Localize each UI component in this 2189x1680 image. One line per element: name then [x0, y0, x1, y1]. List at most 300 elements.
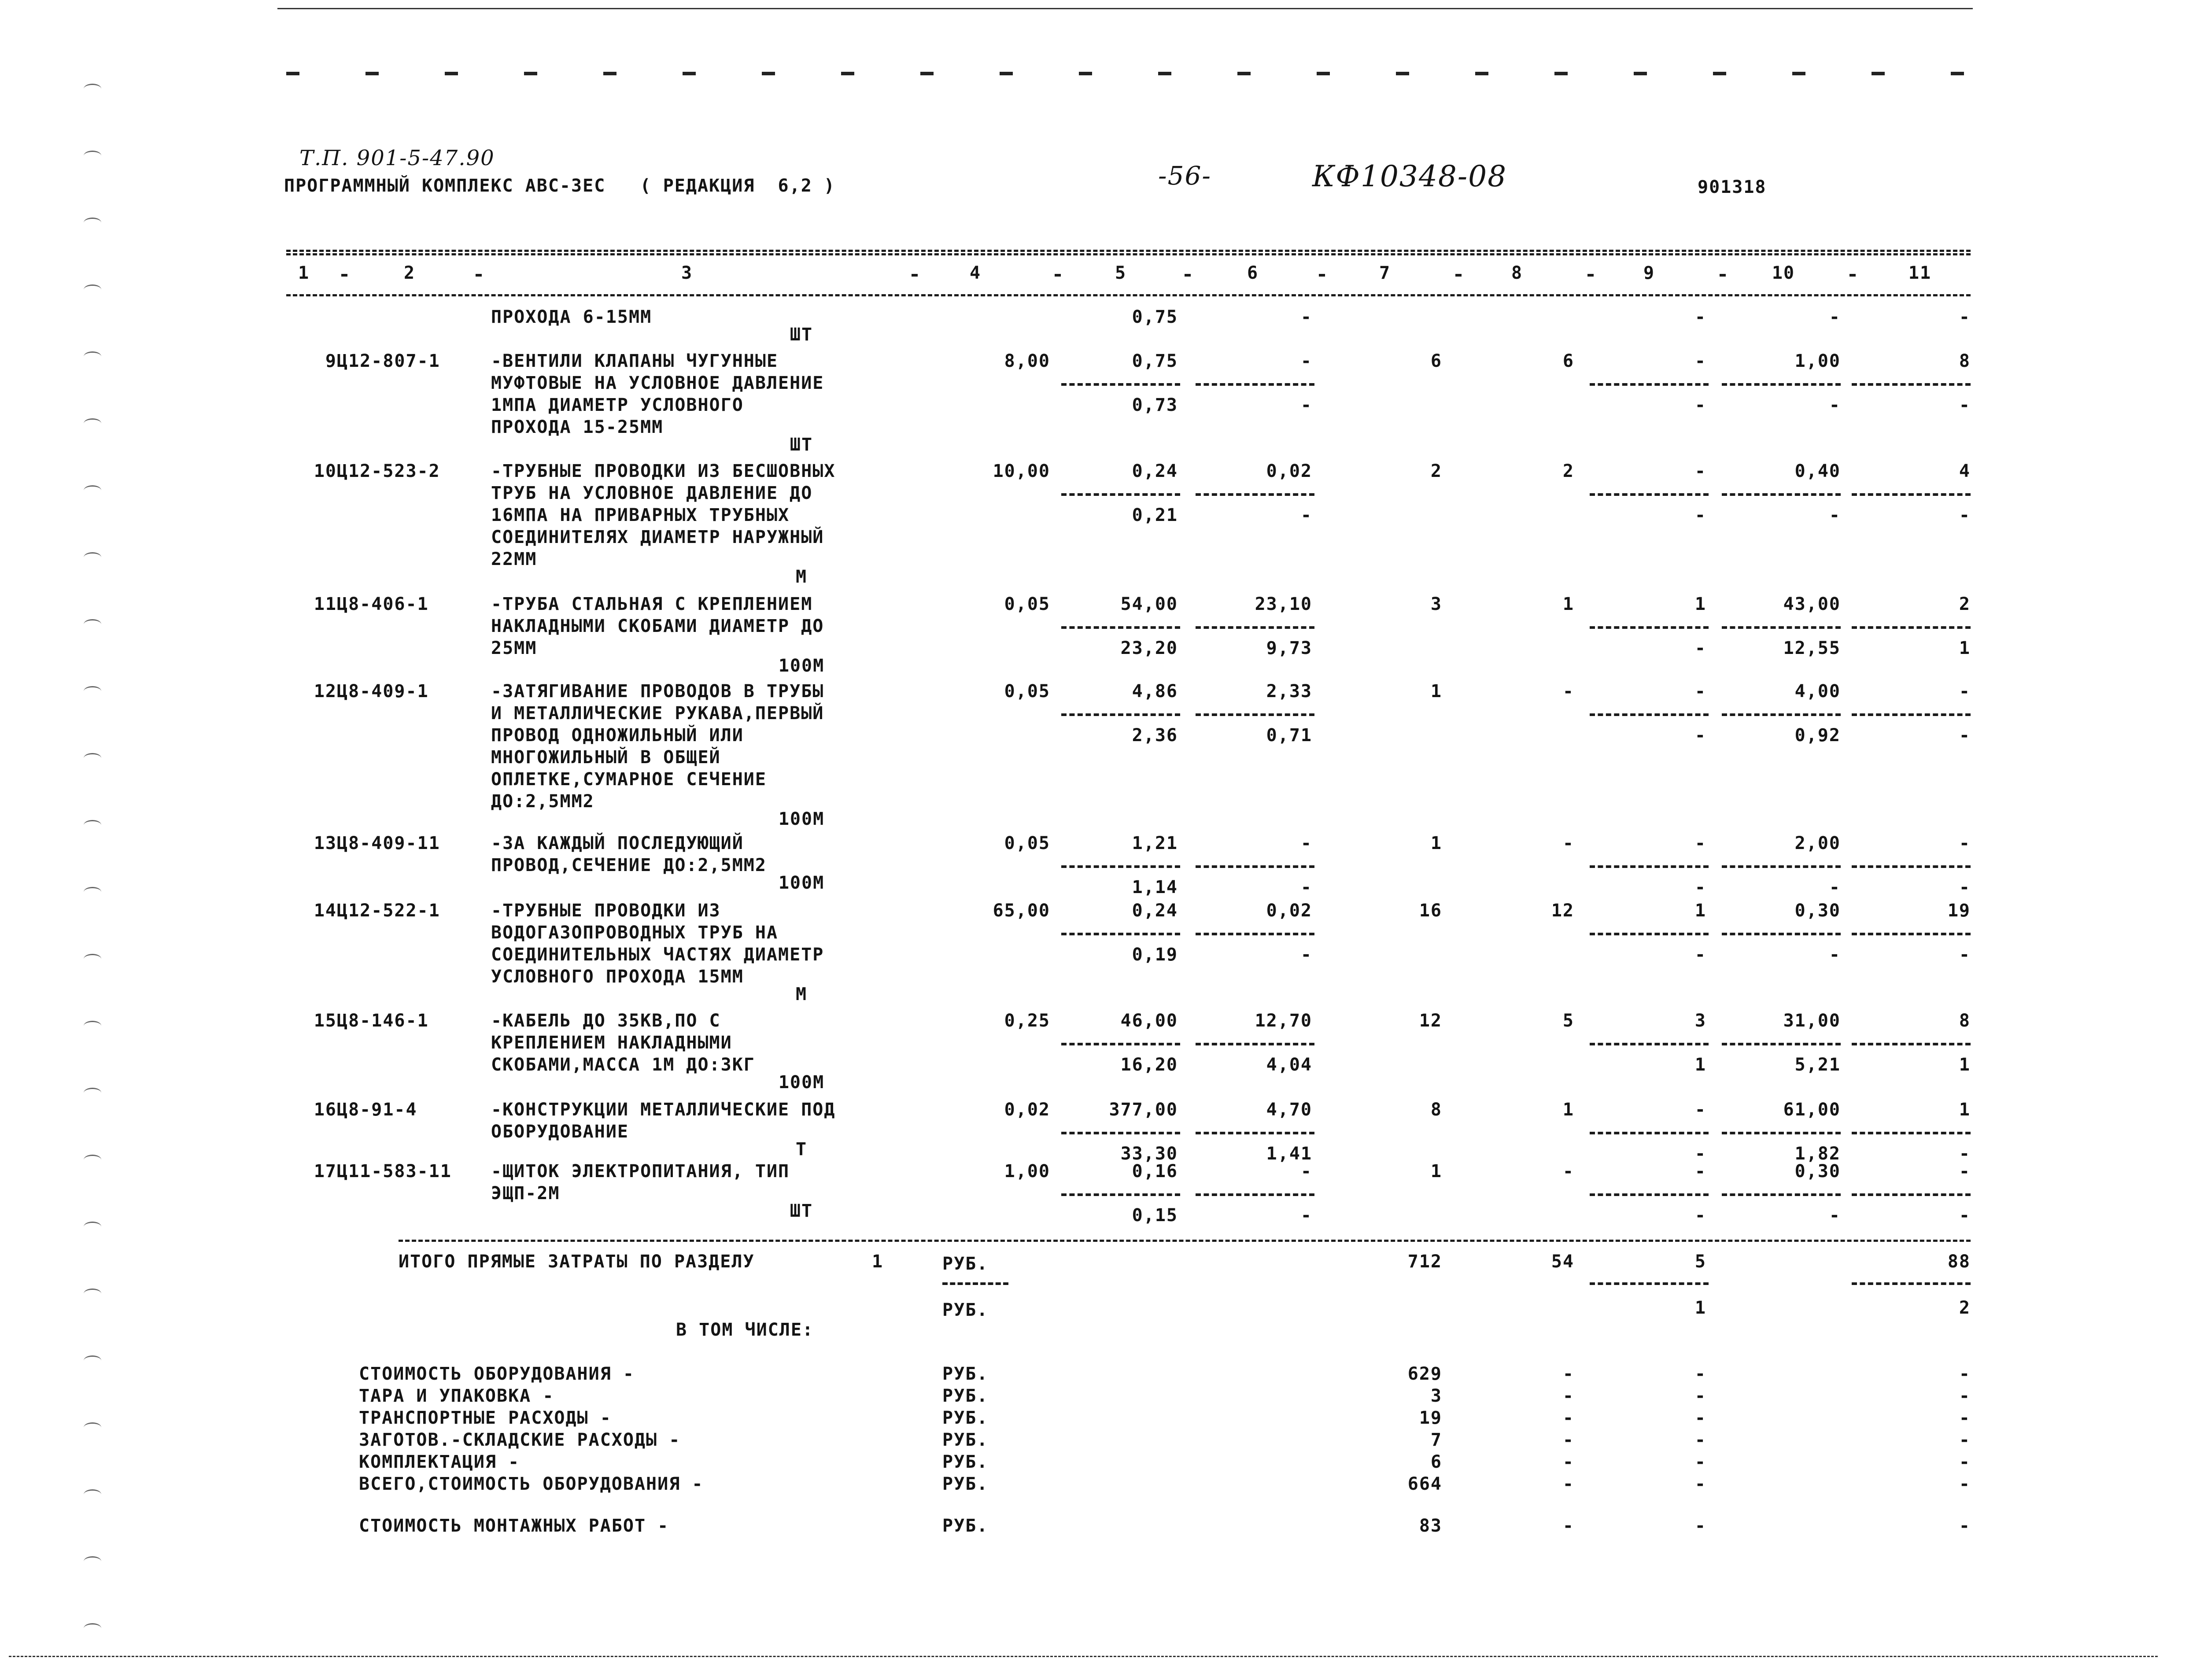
column-separator	[1587, 274, 1594, 277]
row-number: 12	[314, 681, 337, 702]
fraction-underline	[1196, 865, 1314, 868]
column-header: 5	[1115, 263, 1127, 283]
cell-c10a: 0,30	[1794, 1161, 1841, 1182]
cell-c11b: -	[1959, 395, 1971, 415]
tp-code: Т.П. 901-5-47.90	[299, 146, 495, 170]
row-number: 17	[314, 1161, 337, 1182]
fraction-underline	[1590, 713, 1709, 716]
perforation-dash	[445, 72, 458, 75]
cell-c6b: -	[1300, 395, 1312, 415]
fraction-underline	[1061, 493, 1180, 496]
summary-c11: -	[1959, 1386, 1971, 1406]
totals-unit: РУБ.	[942, 1254, 989, 1274]
margin-hole-mark	[84, 686, 101, 696]
cell-c9b: -	[1694, 505, 1706, 525]
summary-c9: -	[1694, 1516, 1706, 1536]
summary-c11: -	[1959, 1452, 1971, 1472]
work-description-line: ПРОХОДА 15-25ММ	[491, 417, 664, 437]
totals-c11a: 88	[1947, 1252, 1971, 1272]
work-description-line: ЭЩП-2М	[491, 1183, 560, 1204]
fraction-underline	[1722, 865, 1841, 868]
cell-c7: 1	[1430, 1161, 1442, 1182]
fraction-underline	[1590, 1043, 1709, 1045]
summary-unit: РУБ.	[942, 1430, 989, 1450]
summary-label: СТОИМОСТЬ ОБОРУДОВАНИЯ -	[359, 1364, 635, 1384]
column-separator	[1720, 274, 1726, 277]
column-header: 10	[1772, 263, 1795, 283]
summary-c7: 6	[1430, 1452, 1442, 1472]
fraction-underline	[1722, 493, 1841, 496]
work-description-line: ДО:2,5ММ2	[491, 791, 594, 812]
margin-hole-mark	[84, 552, 101, 562]
column-header: 2	[403, 263, 416, 283]
column-separator	[1455, 274, 1462, 277]
cell-c10b: -	[1829, 395, 1841, 415]
work-description-line: 1МПА ДИАМЕТР УСЛОВНОГО	[491, 395, 744, 415]
summary-c11: -	[1959, 1430, 1971, 1450]
cell-c7: 16	[1419, 901, 1442, 921]
work-description-line: -КАБЕЛЬ ДО 35КВ,ПО С	[491, 1011, 721, 1031]
work-description-line: НАКЛАДНЫМИ СКОБАМИ ДИАМЕТР ДО	[491, 616, 824, 636]
summary-label: ВСЕГО,СТОИМОСТЬ ОБОРУДОВАНИЯ -	[359, 1474, 704, 1494]
cell-c10a: 0,40	[1794, 461, 1841, 481]
cell-c5a: 4,86	[1132, 681, 1178, 702]
unit-of-measure: 100М	[778, 873, 825, 893]
rate-code: Ц8-406-1	[337, 594, 429, 614]
work-description-line: -КОНСТРУКЦИИ МЕТАЛЛИЧЕСКИЕ ПОД	[491, 1100, 836, 1120]
work-description-line: ПРОХОДА 6-15ММ	[491, 307, 652, 327]
fraction-underline	[1196, 1193, 1314, 1196]
cell-c9a: 1	[1694, 901, 1706, 921]
work-description-line: ОПЛЕТКЕ,СУМАРНОЕ СЕЧЕНИЕ	[491, 769, 767, 790]
totals-c7: 712	[1407, 1252, 1442, 1272]
cell-c5b: 1,14	[1132, 877, 1178, 897]
cell-c5a: 0,24	[1132, 461, 1178, 481]
work-description-line: СКОБАМИ,МАССА 1М ДО:3КГ	[491, 1055, 755, 1075]
fraction-underline	[1061, 933, 1180, 935]
cell-c4: 0,05	[1004, 594, 1050, 614]
column-separator	[341, 274, 347, 277]
summary-c7: 629	[1407, 1364, 1442, 1384]
perforation-dash	[1872, 72, 1885, 75]
row-number: 13	[314, 833, 337, 853]
cell-c6b: -	[1300, 1205, 1312, 1226]
summary-c7: 19	[1419, 1408, 1442, 1428]
fraction-underline	[1852, 493, 1971, 496]
cell-c5b: 23,20	[1120, 638, 1178, 658]
cell-c4: 0,05	[1004, 833, 1050, 853]
totals-section: 1	[872, 1252, 884, 1272]
summary-label: КОМПЛЕКТАЦИЯ -	[359, 1452, 520, 1472]
work-description-line: -ТРУБА СТАЛЬНАЯ С КРЕПЛЕНИЕМ	[491, 594, 813, 614]
fraction-underline	[1852, 626, 1971, 629]
cell-c10a: 2,00	[1794, 833, 1841, 853]
rate-code: Ц12-807-1	[337, 351, 440, 371]
table-top-rule	[286, 250, 1971, 252]
cell-c6b: -	[1300, 877, 1312, 897]
work-description-line: МНОГОЖИЛЬНЫЙ В ОБЩЕЙ	[491, 747, 721, 768]
fraction-underline	[1196, 1132, 1314, 1134]
summary-c9: -	[1694, 1474, 1706, 1494]
fraction-underline	[1722, 713, 1841, 716]
fraction-underline	[1590, 383, 1709, 386]
cell-c9a: -	[1694, 833, 1706, 853]
cell-c9a: -	[1694, 351, 1706, 371]
summary-c7: 3	[1430, 1386, 1442, 1406]
margin-hole-mark	[84, 753, 101, 763]
rate-code: Ц8-409-11	[337, 833, 440, 853]
cell-c10b: -	[1829, 877, 1841, 897]
fraction-underline	[1852, 933, 1971, 935]
cell-c4: 0,05	[1004, 681, 1050, 702]
work-description-line: ПРОВОД ОДНОЖИЛЬНЫЙ ИЛИ	[491, 725, 744, 746]
work-description-line: 16МПА НА ПРИВАРНЫХ ТРУБНЫХ	[491, 505, 790, 525]
work-description-line: -ВЕНТИЛИ КЛАПАНЫ ЧУГУННЫЕ	[491, 351, 779, 371]
summary-c8: -	[1562, 1452, 1574, 1472]
cell-c5b: 2,36	[1132, 725, 1178, 746]
rate-code: Ц8-146-1	[337, 1011, 429, 1031]
column-separator	[1849, 274, 1856, 277]
cell-c10a: 1,00	[1794, 351, 1841, 371]
column-separator	[476, 274, 482, 277]
perforation-dash	[683, 72, 696, 75]
work-description-line: -ЗАТЯГИВАНИЕ ПРОВОДОВ В ТРУБЫ	[491, 681, 824, 702]
perforation-dash	[603, 72, 616, 75]
margin-hole-mark	[84, 284, 101, 295]
fraction-underline	[1852, 1193, 1971, 1196]
cell-c5b: 0,19	[1132, 945, 1178, 965]
column-separator	[1319, 274, 1325, 277]
margin-hole-mark	[84, 1623, 101, 1633]
fraction-underline	[1196, 383, 1314, 386]
cell-c5a: 0,16	[1132, 1161, 1178, 1182]
cell-c11a: 19	[1947, 901, 1971, 921]
fraction-underline	[1196, 933, 1314, 935]
cell-c10a: 61,00	[1783, 1100, 1841, 1120]
cell-c11a: 8	[1959, 1011, 1971, 1031]
work-description-line: СОЕДИНИТЕЛЬНЫХ ЧАСТЯХ ДИАМЕТР	[491, 945, 824, 965]
column-header: 8	[1511, 263, 1523, 283]
cell-c10a: 4,00	[1794, 681, 1841, 702]
column-header: 4	[969, 263, 982, 283]
work-description-line: УСЛОВНОГО ПРОХОДА 15ММ	[491, 967, 744, 987]
cell-c6a: 0,02	[1266, 461, 1312, 481]
cell-c6a: 0,02	[1266, 901, 1312, 921]
work-description-line: -ТРУБНЫЕ ПРОВОДКИ ИЗ	[491, 901, 721, 921]
fraction-underline	[1061, 1132, 1180, 1134]
column-header: 6	[1247, 263, 1259, 283]
margin-hole-mark	[84, 619, 101, 629]
fraction-underline	[1590, 626, 1709, 629]
cell-c5b: 16,20	[1120, 1055, 1178, 1075]
cell-c10b: -	[1829, 1205, 1841, 1226]
cell-c11b: -	[1959, 1144, 1971, 1164]
program-header: ПРОГРАММНЫЙ КОМПЛЕКС АВС-3ЕС ( РЕДАКЦИЯ 6,2 )	[284, 176, 835, 196]
column-header: 7	[1379, 263, 1391, 283]
cell-c10a: 43,00	[1783, 594, 1841, 614]
cell-c8: 12	[1551, 901, 1574, 921]
work-description-line: -ЗА КАЖДЫЙ ПОСЛЕДУЮЩИЙ	[491, 833, 744, 853]
cell-c6a: -	[1300, 307, 1312, 327]
cell-c10b: 5,21	[1794, 1055, 1841, 1075]
cell-c11b: 1	[1959, 638, 1971, 658]
perforation-dash	[286, 72, 299, 75]
cell-c7: 1	[1430, 833, 1442, 853]
unit-of-measure: 100М	[778, 809, 825, 829]
fraction-underline	[1061, 1043, 1180, 1045]
bottom-edge-line	[9, 1656, 2158, 1657]
perforation-dash	[1237, 72, 1251, 75]
fraction-underline	[1061, 865, 1180, 868]
cell-c6a: -	[1300, 351, 1312, 371]
cell-c7: 8	[1430, 1100, 1442, 1120]
margin-hole-mark	[84, 485, 101, 495]
cell-c4: 0,02	[1004, 1100, 1050, 1120]
rate-code: Ц8-409-1	[337, 681, 429, 702]
cell-c6b: 0,71	[1266, 725, 1312, 746]
perforation-dash	[1951, 72, 1964, 75]
cell-c10b: -	[1829, 945, 1841, 965]
totals-label: ИТОГО ПРЯМЫЕ ЗАТРАТЫ ПО РАЗДЕЛУ	[399, 1252, 755, 1272]
margin-hole-mark	[84, 887, 101, 897]
work-description-line: ТРУБ НА УСЛОВНОЕ ДАВЛЕНИЕ ДО	[491, 483, 813, 503]
table-header-rule	[286, 294, 1971, 296]
cell-c10b: 1,82	[1794, 1144, 1841, 1164]
row-number: 15	[314, 1011, 337, 1031]
rate-code: Ц11-583-11	[337, 1161, 452, 1182]
cell-c5a: 0,24	[1132, 901, 1178, 921]
margin-hole-mark	[84, 1021, 101, 1031]
perforation-dash	[1396, 72, 1409, 75]
cell-c9a: 1	[1694, 594, 1706, 614]
fraction-underline	[1061, 713, 1180, 716]
totals-rule	[399, 1240, 1971, 1242]
totals-unit-b: РУБ.	[942, 1300, 989, 1320]
fraction-underline	[1590, 933, 1709, 935]
cell-c4: 1,00	[1004, 1161, 1050, 1182]
cell-c6b: -	[1300, 505, 1312, 525]
perforation-dash	[365, 72, 379, 75]
summary-label: ТАРА И УПАКОВКА -	[359, 1386, 554, 1406]
fraction-underline	[1852, 713, 1971, 716]
totals-c11b: 2	[1959, 1298, 1971, 1318]
cell-c11b: -	[1959, 725, 1971, 746]
margin-hole-mark	[84, 418, 101, 428]
fraction-underline	[942, 1282, 1008, 1285]
cell-c10a: 31,00	[1783, 1011, 1841, 1031]
summary-label: СТОИМОСТЬ МОНТАЖНЫХ РАБОТ -	[359, 1516, 669, 1536]
cell-c6a: 4,70	[1266, 1100, 1312, 1120]
cell-c11a: 2	[1959, 594, 1971, 614]
unit-of-measure: ШТ	[790, 435, 813, 455]
summary-c8: -	[1562, 1364, 1574, 1384]
margin-hole-mark	[84, 1489, 101, 1499]
cell-c7: 3	[1430, 594, 1442, 614]
margin-hole-mark	[84, 1222, 101, 1232]
page-number: -56-	[1158, 161, 1211, 191]
cell-c6a: 2,33	[1266, 681, 1312, 702]
cell-c9b: -	[1694, 945, 1706, 965]
cell-c5b: 33,30	[1120, 1144, 1178, 1164]
cell-c11a: 4	[1959, 461, 1971, 481]
row-number: 11	[314, 594, 337, 614]
fraction-underline	[1722, 1132, 1841, 1134]
summary-c8: -	[1562, 1408, 1574, 1428]
cell-c9b: -	[1694, 1144, 1706, 1164]
cell-c9a: -	[1694, 1161, 1706, 1182]
cell-c5a: 1,21	[1132, 833, 1178, 853]
fraction-underline	[1196, 493, 1314, 496]
work-description-line: ОБОРУДОВАНИЕ	[491, 1122, 629, 1142]
work-description-line: 22ММ	[491, 549, 537, 569]
perforation-dash	[1475, 72, 1488, 75]
fraction-underline	[1852, 1282, 1971, 1285]
unit-of-measure: Т	[795, 1139, 808, 1159]
margin-hole-mark	[84, 1289, 101, 1299]
cell-c11a: -	[1959, 681, 1971, 702]
cell-c9a: -	[1694, 1100, 1706, 1120]
cell-c10b: 12,55	[1783, 638, 1841, 658]
fraction-underline	[1852, 1043, 1971, 1045]
cell-c5b: 0,73	[1132, 395, 1178, 415]
work-description-line: -ТРУБНЫЕ ПРОВОДКИ ИЗ БЕСШОВНЫХ	[491, 461, 836, 481]
summary-c9: -	[1694, 1386, 1706, 1406]
cell-c8: 1	[1562, 1100, 1574, 1120]
perforation-dash	[1158, 72, 1171, 75]
summary-unit: РУБ.	[942, 1364, 989, 1384]
cell-c6b: 9,73	[1266, 638, 1312, 658]
margin-hole-mark	[84, 1556, 101, 1566]
cell-c11b: -	[1959, 1205, 1971, 1226]
table-top-rule-2	[286, 253, 1971, 255]
fraction-underline	[1590, 1193, 1709, 1196]
margin-hole-mark	[84, 351, 101, 362]
summary-c9: -	[1694, 1408, 1706, 1428]
fraction-underline	[1722, 1043, 1841, 1045]
work-description-line: МУФТОВЫЕ НА УСЛОВНОЕ ДАВЛЕНИЕ	[491, 373, 824, 393]
cell-c4: 8,00	[1004, 351, 1050, 371]
cell-c8: -	[1562, 833, 1574, 853]
column-header: 1	[298, 263, 310, 283]
fraction-underline	[1852, 383, 1971, 386]
cell-c6a: -	[1300, 1161, 1312, 1182]
cell-c7: 1	[1430, 681, 1442, 702]
cell-c4: 65,00	[993, 901, 1050, 921]
margin-hole-mark	[84, 218, 101, 228]
cell-c5a: 54,00	[1120, 594, 1178, 614]
column-header: 3	[681, 263, 693, 283]
cell-c11a: -	[1959, 1161, 1971, 1182]
row-number: 14	[314, 901, 337, 921]
cell-c11b: -	[1959, 505, 1971, 525]
rate-code: Ц12-522-1	[337, 901, 440, 921]
unit-of-measure: ШТ	[790, 325, 813, 345]
work-description-line: И МЕТАЛЛИЧЕСКИЕ РУКАВА,ПЕРВЫЙ	[491, 703, 824, 724]
summary-c11: -	[1959, 1474, 1971, 1494]
cell-c8: -	[1562, 681, 1574, 702]
cell-c5b: 0,15	[1132, 1205, 1178, 1226]
summary-unit: РУБ.	[942, 1386, 989, 1406]
totals-c9a: 5	[1694, 1252, 1706, 1272]
cell-c9b: -	[1694, 725, 1706, 746]
cell-c11a: -	[1959, 833, 1971, 853]
cell-c11b: -	[1959, 877, 1971, 897]
column-separator	[1185, 274, 1191, 277]
code-right: 901318	[1698, 177, 1767, 197]
unit-of-measure: 100М	[778, 1072, 825, 1093]
summary-c7: 664	[1407, 1474, 1442, 1494]
work-description-line: ВОДОГАЗОПРОВОДНЫХ ТРУБ НА	[491, 923, 779, 943]
cell-c6a: -	[1300, 833, 1312, 853]
cell-c9b: -	[1694, 877, 1706, 897]
totals-c8: 54	[1551, 1252, 1574, 1272]
unit-of-measure: М	[795, 984, 808, 1004]
summary-c8: -	[1562, 1516, 1574, 1536]
work-description-line: ПРОВОД,СЕЧЕНИЕ ДО:2,5ММ2	[491, 855, 767, 875]
cell-c8: 6	[1562, 351, 1574, 371]
fraction-underline	[1590, 1282, 1709, 1285]
summary-c8: -	[1562, 1430, 1574, 1450]
summary-c7: 7	[1430, 1430, 1442, 1450]
cell-c6a: 23,10	[1255, 594, 1312, 614]
cell-c8: 1	[1562, 594, 1574, 614]
perforation-dash	[524, 72, 537, 75]
perforation-dash	[1713, 72, 1726, 75]
cell-c9b: -	[1694, 395, 1706, 415]
margin-hole-mark	[84, 1155, 101, 1165]
fraction-underline	[1722, 626, 1841, 629]
cell-c7: 6	[1430, 351, 1442, 371]
margin-hole-mark	[84, 1422, 101, 1433]
summary-unit: РУБ.	[942, 1408, 989, 1428]
summary-c8: -	[1562, 1474, 1574, 1494]
cell-c4: 0,25	[1004, 1011, 1050, 1031]
cell-c9b: -	[1694, 638, 1706, 658]
fraction-underline	[1196, 626, 1314, 629]
margin-hole-mark	[84, 954, 101, 964]
fraction-underline	[1590, 1132, 1709, 1134]
margin-hole-mark	[84, 151, 101, 161]
fraction-underline	[1061, 626, 1180, 629]
cell-c10a: 0,30	[1794, 901, 1841, 921]
work-description-line: -ЩИТОК ЭЛЕКТРОПИТАНИЯ, ТИП	[491, 1161, 790, 1182]
fraction-underline	[1722, 933, 1841, 935]
summary-label: ТРАНСПОРТНЫЕ РАСХОДЫ -	[359, 1408, 612, 1428]
work-description-line: СОЕДИНИТЕЛЯХ ДИАМЕТР НАРУЖНЫЙ	[491, 527, 824, 547]
cell-c9a: -	[1694, 461, 1706, 481]
cell-c6b: -	[1300, 945, 1312, 965]
cell-c11a: 8	[1959, 351, 1971, 371]
cell-c5a: 377,00	[1109, 1100, 1178, 1120]
summary-c9: -	[1694, 1430, 1706, 1450]
cell-c11b: 1	[1959, 1055, 1971, 1075]
perforation-dash	[841, 72, 854, 75]
summary-c11: -	[1959, 1516, 1971, 1536]
perforation-dash	[1000, 72, 1013, 75]
summary-c9: -	[1694, 1364, 1706, 1384]
cell-c8: 5	[1562, 1011, 1574, 1031]
cell-c7: 2	[1430, 461, 1442, 481]
document-code: КФ10348-08	[1312, 159, 1507, 193]
perforation-dash	[1079, 72, 1092, 75]
summary-c7: 83	[1419, 1516, 1442, 1536]
including-label: В ТОМ ЧИСЛЕ:	[676, 1320, 814, 1340]
cell-c6b: 4,04	[1266, 1055, 1312, 1075]
margin-hole-mark	[84, 1088, 101, 1098]
cell-c10a: -	[1829, 307, 1841, 327]
margin-hole-mark	[84, 1355, 101, 1366]
fraction-underline	[1852, 1132, 1971, 1134]
